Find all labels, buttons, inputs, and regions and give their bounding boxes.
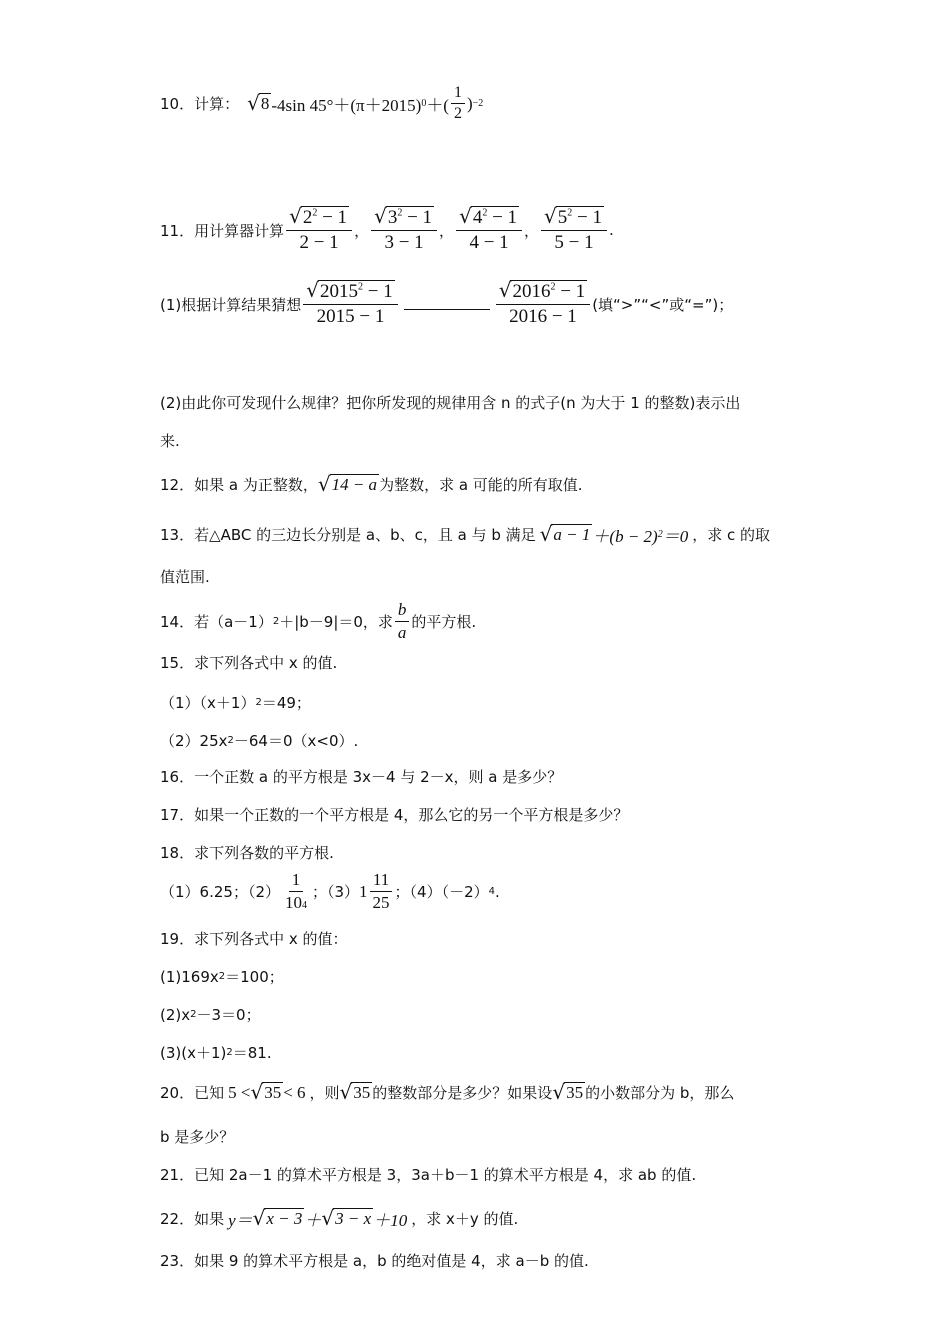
- question-11-part-2-line2: 来.: [160, 432, 180, 450]
- question-22: 22．如果 y＝ √ x − 3 ＋ √ 3 − x ＋10 ，求 x＋y 的值.: [160, 1206, 519, 1230]
- question-19-part-1: (1)169x 2 ＝100；: [160, 967, 284, 986]
- question-13-line2: 值范围.: [160, 568, 210, 586]
- question-13: 13．若△ABC 的三边长分别是 a、b、c，且 a 与 b 满足 √ a − 1 ＋(b − 2) 2 ＝0 ，求 c 的取: [160, 522, 770, 546]
- q11-frac-3: √ $4^2 - 1$ 4 − 1: [456, 206, 522, 254]
- question-23: 23．如果 9 的算术平方根是 a，b 的绝对值是 4，求 a－b 的值.: [160, 1252, 589, 1270]
- comma: ，: [524, 221, 540, 240]
- q18-fraction-2: $\frac{1}{104}$: [285, 870, 307, 912]
- question-11-part-1: [160, 280, 733, 328]
- period: .: [609, 221, 614, 239]
- question-15-part-2: （2）25x 2 －64＝0（x<0）.: [160, 732, 359, 750]
- q11-part1-label: (1)根据计算结果猜想: [160, 295, 302, 314]
- q10-label: 10．计算：: [160, 95, 240, 113]
- q11-frac-4: √ $5^2 - 1$ 5 − 1: [541, 206, 607, 254]
- question-18: 18．求下列各数的平方根.: [160, 844, 334, 862]
- question-19-part-2: (2)x 2 －3＝0；: [160, 1005, 261, 1024]
- q20-inequality: 5 < √ 35 < 6: [228, 1080, 306, 1104]
- q14-fraction: $\frac{b}{a}$: [395, 600, 410, 643]
- q10-expression: √ 8 -4sin 45°＋(π＋2015) 0 ＋( $\frac{1}{2}$ ) −2: [247, 84, 484, 122]
- q22-equation: y＝ √ x − 3 ＋ √ 3 − x ＋10: [228, 1206, 408, 1230]
- q11-part1-left: √ $2015^2 - 1$ 2015 − 1: [303, 280, 397, 328]
- q11-frac-2: √ $3^2 - 1$ 3 − 1: [371, 206, 437, 254]
- question-15-part-1: （1）（x＋1） 2 ＝49；: [160, 694, 311, 712]
- question-16: 16．一个正数 a 的平方根是 3x－4 与 2－x，则 a 是多少？: [160, 768, 563, 786]
- q20-sqrt-35: √ 35: [339, 1080, 371, 1104]
- question-19: 19．求下列各式中 x 的值：: [160, 930, 348, 948]
- question-11: [160, 206, 614, 254]
- q20-sqrt-35-b: √ 35: [552, 1080, 584, 1104]
- q12-sqrt: √ 14 − a: [317, 472, 378, 496]
- q11-frac-1: √ $2^2 - 1$ 2 − 1: [286, 206, 352, 254]
- question-18-parts: （1）6.25；（2） $\frac{1}{104}$ ；（3） 1 $\frac{11}{25}$ ；（4）（－2） 4 .: [160, 870, 500, 912]
- question-21: 21．已知 2a－1 的算术平方根是 3，3a＋b－1 的算术平方根是 4，求 ab 的值.: [160, 1166, 697, 1184]
- question-10: [160, 84, 483, 123]
- comma: ，: [354, 221, 370, 240]
- answer-blank[interactable]: [404, 299, 490, 310]
- q11-label: 11．用计算器计算: [160, 221, 285, 240]
- question-11-part-2-line1: (2)由此你可发现什么规律？把你所发现的规律用含 n 的式子(n 为大于 1 的整数)表示出: [160, 394, 741, 412]
- question-14: 14．若（a－1） 2 ＋|b－9|＝0，求 $\frac{b}{a}$ 的平方根.: [160, 600, 477, 642]
- question-20-line2: b 是多少？: [160, 1128, 235, 1146]
- q11-part1-hint: (填“>”“<”或“=”)；: [592, 295, 734, 314]
- question-20: 20．已知 5 < √ 35 < 6 ，则 √ 35 的整数部分是多少？如果设 √ 35 的小数部分为 b，那么: [160, 1080, 735, 1104]
- question-19-part-3: (3)(x＋1) 2 ＝81.: [160, 1044, 272, 1062]
- q18-mixed-number: 1 $\frac{11}{25}$: [359, 870, 395, 913]
- question-15: 15．求下列各式中 x 的值.: [160, 654, 338, 672]
- comma: ，: [439, 221, 455, 240]
- question-17: 17．如果一个正数的一个平方根是 4，那么它的另一个平方根是多少？: [160, 806, 629, 824]
- q13-equation: √ a − 1 ＋(b − 2) 2 ＝0: [539, 522, 689, 546]
- question-12: 12．如果 a 为正整数， √ 14 − a 为整数，求 a 可能的所有取值.: [160, 472, 583, 496]
- q11-part1-right: √ $2016^2 - 1$ 2016 − 1: [496, 280, 590, 328]
